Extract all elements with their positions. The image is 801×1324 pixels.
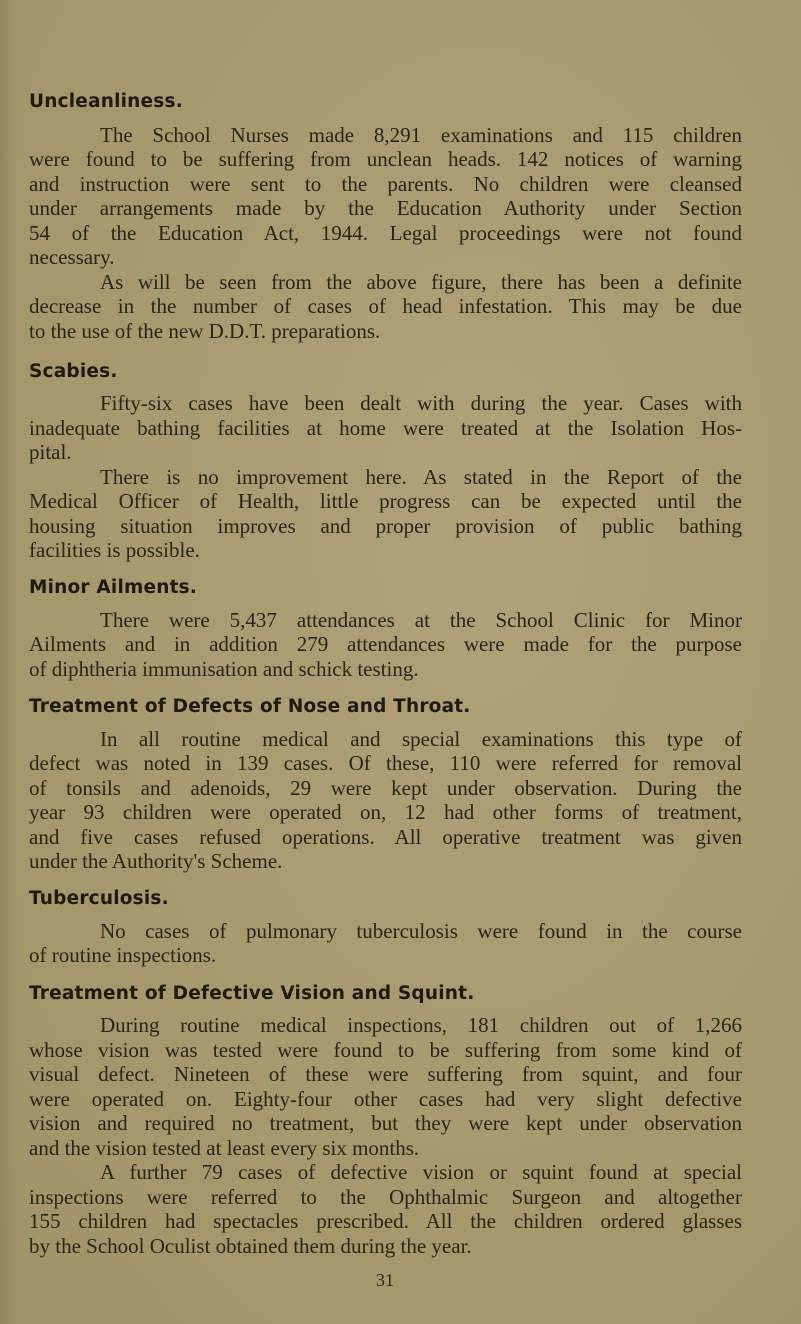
paragraph-line: of tonsils and adenoids, 29 were kept under observation. During the xyxy=(29,776,742,800)
paragraph-line: vision and required no treatment, but they were kept under observation xyxy=(29,1111,742,1135)
paragraph-line: A further 79 cases of defective vision or squint found at special xyxy=(100,1160,742,1184)
paragraph-line: In all routine medical and special examinations this type of xyxy=(100,727,742,751)
paragraph-line: of diphtheria immunisation and schick testing. xyxy=(29,657,419,681)
section-heading-uncleanliness: Uncleanliness. xyxy=(29,91,183,112)
page-number: 31 xyxy=(376,1270,394,1290)
paragraph-line: were operated on. Eighty-four other cases had very slight defective xyxy=(29,1087,742,1111)
paragraph-line: and instruction were sent to the parents. No children were cleansed xyxy=(29,172,742,196)
paragraph-line: As will be seen from the above figure, there has been a definite xyxy=(100,270,742,294)
paragraph-line: under arrangements made by the Education Authority under Section xyxy=(29,196,742,220)
paragraph-line: decrease in the number of cases of head infestation. This may be due xyxy=(29,294,742,318)
section-heading-tuberculosis: Tuberculosis. xyxy=(29,888,169,909)
paragraph-line: Fifty-six cases have been dealt with during the year. Cases with xyxy=(100,391,742,415)
section-heading-minor-ailments: Minor Ailments. xyxy=(29,577,198,598)
paragraph-line: were found to be suffering from unclean heads. 142 notices of warning xyxy=(29,147,742,171)
paragraph-line: and the vision tested at least every six months. xyxy=(29,1136,420,1160)
section-heading-scabies: Scabies. xyxy=(29,361,118,382)
section-heading-nose-and-throat: Treatment of Defects of Nose and Throat. xyxy=(29,696,471,717)
paragraph-line: During routine medical inspections, 181 children out of 1,266 xyxy=(100,1013,742,1037)
paragraph-line: 155 children had spectacles prescribed. All the children ordered glasses xyxy=(29,1209,742,1233)
paragraph-line: of routine inspections. xyxy=(29,943,217,967)
paragraph-line: No cases of pulmonary tuberculosis were found in the course xyxy=(100,919,742,943)
paragraph-line: 54 of the Education Act, 1944. Legal proceedings were not found xyxy=(29,221,742,245)
paragraph-line: inadequate bathing facilities at home were treated at the Isolation Hos- xyxy=(29,416,742,440)
paragraph-line: facilities is possible. xyxy=(29,538,200,562)
paragraph-line: under the Authority's Scheme. xyxy=(29,849,283,873)
paragraph-line: housing situation improves and proper provision of public bathing xyxy=(29,514,742,538)
paragraph-line: inspections were referred to the Ophthalmic Surgeon and altogether xyxy=(29,1185,742,1209)
paragraph-line: and five cases refused operations. All operative treatment was given xyxy=(29,825,742,849)
paragraph-line: year 93 children were operated on, 12 had other forms of treatment, xyxy=(29,800,742,824)
paragraph-line: visual defect. Nineteen of these were suffering from squint, and four xyxy=(29,1062,742,1086)
paragraph-line: There were 5,437 attendances at the School Clinic for Minor xyxy=(100,608,742,632)
paragraph-line: pital. xyxy=(29,440,72,464)
section-heading-vision-and-squint: Treatment of Defective Vision and Squint. xyxy=(29,983,475,1004)
paragraph-line: Ailments and in addition 279 attendances were made for the purpose xyxy=(29,632,742,656)
paragraph-line: whose vision was tested were found to be suffering from some kind of xyxy=(29,1038,742,1062)
paragraph-line: defect was noted in 139 cases. Of these, 110 were referred for removal xyxy=(29,751,742,775)
paragraph-line: There is no improvement here. As stated in the Report of the xyxy=(100,465,742,489)
paragraph-line: The School Nurses made 8,291 examinations and 115 children xyxy=(100,123,742,147)
paragraph-line: necessary. xyxy=(29,245,115,269)
paragraph-line: Medical Officer of Health, little progress can be expected until the xyxy=(29,489,742,513)
paragraph-line: to the use of the new D.D.T. preparations. xyxy=(29,319,381,343)
paragraph-line: by the School Oculist obtained them during the year. xyxy=(29,1234,472,1258)
